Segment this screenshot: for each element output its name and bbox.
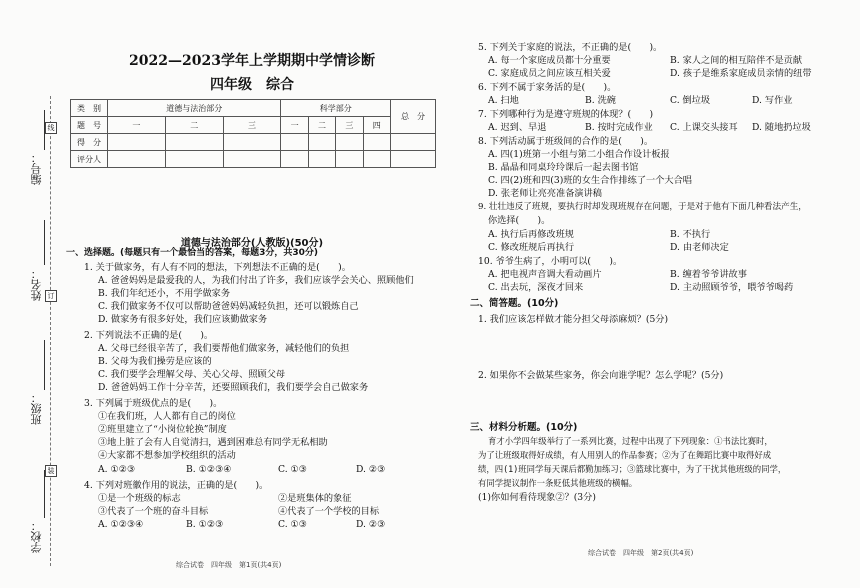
q2-option-b: B. 父母为我们操劳是应该的 [98, 356, 212, 367]
q7-option-a[interactable]: A. 迟到、早退 [488, 122, 547, 133]
page-footer-right: 综合试卷 四年级 第2页(共4页) [588, 549, 694, 557]
part1-heading: 一、选择题。(每题只有一个最恰当的答案，每题3分，共30分) [66, 248, 319, 258]
page-footer-left: 综合试卷 四年级 第1页(共4页) [176, 561, 282, 569]
score-table-row-number [71, 117, 436, 134]
cell-category: 类 别 [71, 100, 108, 117]
cell-q-7: 四 [363, 117, 390, 134]
q2-option-a: A. 父母已经很辛苦了，我们要帮他们做家务，减轻他们的负担 [98, 343, 350, 354]
q4-item-2: ②是班集体的象征 [278, 493, 352, 504]
score-table [70, 99, 436, 168]
score-table-row-category [71, 100, 436, 117]
right-page [470, 40, 855, 580]
q10-option-b[interactable]: B. 缠着爷爷讲故事 [670, 269, 747, 280]
q8-option-b[interactable]: B. 晶晶和同桌玲玲课后一起去图书馆 [488, 162, 639, 173]
q3-item-4: ④大家都不想参加学校组织的活动 [98, 450, 236, 461]
q2-option-c: C. 我们要学会理解父母、关心父母、照顾父母 [98, 369, 286, 380]
question-8: 8. 下列活动属于班级间的合作的是( )。 [478, 136, 654, 147]
exam-subtitle: 四年级 综合 [210, 77, 294, 93]
cell-q-4: 一 [281, 117, 308, 134]
q7-option-c[interactable]: C. 上课交头接耳 [670, 122, 738, 133]
grader-blank[interactable] [308, 151, 335, 168]
left-page [66, 40, 438, 580]
binding-margin [0, 0, 62, 588]
q8-option-c[interactable]: C. 四(2)班和四(3)班的女生合作排练了一个大合唱 [488, 175, 692, 186]
grader-blank[interactable] [336, 151, 363, 168]
score-blank[interactable] [281, 134, 308, 151]
q4-item-4: ④代表了一个学校的目标 [278, 506, 380, 517]
question-1: 1. 关于做家务，有人有不同的想法，下列想法不正确的是( )。 [84, 262, 351, 273]
score-blank[interactable] [308, 134, 335, 151]
q3-option-c[interactable]: C. ①③ [278, 464, 308, 475]
q4-option-a[interactable]: A. ①②③④ [98, 519, 144, 530]
q1-option-d: D. 做家务有很多好处，我们应该勤做家务 [98, 314, 268, 325]
cell-science: 科学部分 [281, 100, 391, 117]
q3-option-d[interactable]: D. ②③ [356, 464, 386, 475]
q3-item-1: ①在我们班，人人都有自己的岗位 [98, 411, 236, 422]
section-title: 道德与法治部分(人教版)(50分) [180, 238, 324, 249]
q9-option-a[interactable]: A. 执行后再修改班规 [488, 229, 574, 240]
name-label: 姓名： [30, 268, 43, 301]
grader-blank[interactable] [391, 151, 436, 168]
cell-total: 总 分 [391, 100, 436, 134]
q1-option-a: A. 爸爸妈妈是最爱我的人，为我们付出了许多，我们应该学会关心、照顾他们 [98, 275, 414, 286]
q1-option-b: B. 我们年纪还小，不用学做家务 [98, 288, 231, 299]
q6-option-d[interactable]: D. 写作业 [752, 95, 793, 106]
material-question-1: (1)你如何看待现象②？(3分) [478, 492, 596, 503]
q9-option-b[interactable]: B. 不执行 [670, 229, 711, 240]
cell-score: 得 分 [71, 134, 108, 151]
cell-q-3: 三 [223, 117, 281, 134]
question-2: 2. 下列说法不正确的是( )。 [84, 330, 214, 341]
q4-option-c[interactable]: C. ①③ [278, 519, 308, 530]
material-line-3: 绩，四(1)班同学每天课后都勤加练习；③篮球比赛中，为了干扰其他班级的同学， [478, 464, 787, 474]
cell-q-2: 二 [165, 117, 223, 134]
cell-grader: 评分人 [71, 151, 108, 168]
material-line-4: 有同学提议制作一条贬低其他班级的横幅。 [478, 478, 638, 488]
exam-title: 2022—2023学年上学期期中学情诊断 [129, 53, 375, 69]
q3-option-b[interactable]: B. ①②③④ [186, 464, 232, 475]
q8-option-a[interactable]: A. 四(1)班第一小组与第二小组合作设计板报 [488, 149, 670, 160]
q5-option-d[interactable]: D. 孩子是维系家庭成员亲情的纽带 [670, 68, 812, 79]
q5-option-b[interactable]: B. 家人之间的相互陪伴不是贡献 [670, 55, 803, 66]
cell-question-no: 题 号 [71, 117, 108, 134]
question-4: 4. 下列对班徽作用的说法，正确的是( )。 [84, 480, 269, 491]
q6-option-a[interactable]: A. 扫地 [488, 95, 519, 106]
q10-option-d[interactable]: D. 主动照顾爷爷，喂爷爷喝药 [670, 282, 794, 293]
question-6: 6. 下列不属于家务活的是( )。 [478, 82, 617, 93]
short-answer-2: 2. 如果你不会做某些家务，你会向谁学呢？怎么学呢？(5分) [478, 370, 724, 381]
exam-number-label: 编号： [30, 152, 43, 185]
question-9-cont: 你选择( )。 [488, 215, 551, 226]
exam-number-blank [44, 110, 45, 150]
question-5: 5. 下列关于家庭的说法，不正确的是( )。 [478, 42, 663, 53]
grader-blank[interactable] [363, 151, 390, 168]
q6-option-b[interactable]: B. 洗碗 [585, 95, 616, 106]
name-blank [44, 220, 45, 265]
material-line-2: 为了让班级取得好成绩，有人用别人的作品参赛；②为了在舞蹈比赛中取得好成 [478, 450, 772, 460]
question-10: 10. 爷爷生病了，小明可以( )。 [478, 256, 623, 267]
cell-q-6: 三 [336, 117, 363, 134]
q1-option-c: C. 我们做家务不仅可以帮助爸爸妈妈减轻负担，还可以锻炼自己 [98, 301, 359, 312]
q9-option-c[interactable]: C. 修改班规后再执行 [488, 242, 575, 253]
q10-option-c[interactable]: C. 出去玩，深夜才回来 [488, 282, 584, 293]
question-9: 9. 壮壮违反了班规，要执行时却发现班规存在问题，于是对于他有下面几种看法产生， [478, 202, 807, 212]
q4-item-3: ③代表了一个班的奋斗目标 [98, 506, 209, 517]
school-label: 学校： [30, 520, 43, 553]
q7-option-b[interactable]: B. 按时完成作业 [585, 122, 653, 133]
score-blank[interactable] [223, 134, 281, 151]
binding-mark-seal: 装 [45, 465, 57, 477]
q3-item-3: ③地上脏了会有人自觉清扫，遇到困难总有同学无私相助 [98, 437, 328, 448]
q3-option-a[interactable]: A. ①②③ [98, 464, 136, 475]
question-7: 7. 下列哪种行为是遵守班规的体现？( ) [478, 109, 654, 120]
q4-option-d[interactable]: D. ②③ [356, 519, 386, 530]
cell-q-1: 一 [108, 117, 166, 134]
q9-option-d[interactable]: D. 由老师决定 [670, 242, 729, 253]
grader-blank[interactable] [165, 151, 223, 168]
school-blank [44, 470, 45, 518]
material-line-1: 育才小学四年级举行了一系列比赛，过程中出现了下列现象：①书法比赛时， [488, 436, 773, 446]
score-blank[interactable] [363, 134, 390, 151]
short-answer-1: 1. 我们应该怎样做才能分担父母添麻烦？(5分) [478, 314, 669, 325]
grader-blank[interactable] [281, 151, 308, 168]
grader-blank[interactable] [108, 151, 166, 168]
q4-option-b[interactable]: B. ①②③ [186, 519, 224, 530]
q5-option-c[interactable]: C. 家庭成员之间应该互相关爱 [488, 68, 611, 79]
score-blank[interactable] [336, 134, 363, 151]
q3-item-2: ②班里建立了“小岗位轮换”制度 [98, 424, 227, 435]
q8-option-d[interactable]: D. 张老师让亮亮准备演讲稿 [488, 188, 602, 199]
score-blank[interactable] [108, 134, 166, 151]
q2-option-d: D. 爸爸妈妈工作十分辛苦，还要照顾我们，我们要学会自己做家务 [98, 382, 369, 393]
q4-item-1: ①是一个班级的标志 [98, 493, 181, 504]
q7-option-d[interactable]: D. 随地扔垃圾 [752, 122, 811, 133]
binding-mark-bind: 订 [45, 290, 57, 302]
class-blank [44, 340, 45, 390]
part3-heading: 三、材料分析题。(10分) [470, 422, 578, 433]
q10-option-a[interactable]: A. 把电视声音调大看动画片 [488, 269, 602, 280]
score-blank[interactable] [165, 134, 223, 151]
score-table-row-grader [71, 151, 436, 168]
class-label: 班级： [30, 392, 43, 425]
part2-heading: 二、简答题。(10分) [470, 298, 559, 309]
score-blank[interactable] [391, 134, 436, 151]
q5-option-a[interactable]: A. 每一个家庭成员都十分重要 [488, 55, 611, 66]
q6-option-c[interactable]: C. 倒垃圾 [670, 95, 711, 106]
binding-mark-line: 线 [45, 122, 57, 134]
binding-dashed-line [50, 96, 51, 566]
score-table-row-score [71, 134, 436, 151]
cell-q-5: 二 [308, 117, 335, 134]
grader-blank[interactable] [223, 151, 281, 168]
question-3: 3. 下列属于班级优点的是( )。 [84, 398, 223, 409]
cell-morality: 道德与法治部分 [108, 100, 281, 117]
